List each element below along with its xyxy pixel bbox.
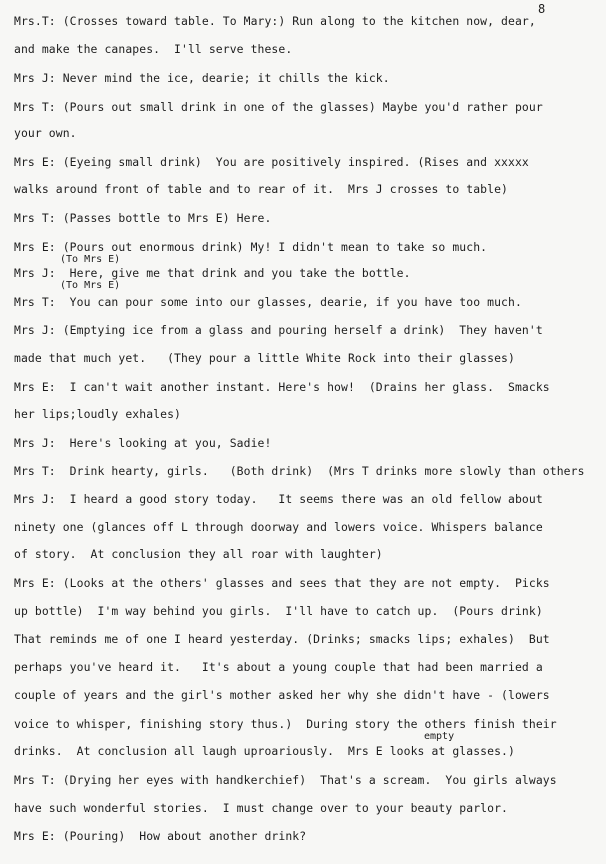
script-line: and make the canapes. I'll serve these. xyxy=(14,42,293,56)
script-line: Mrs J: Never mind the ice, dearie; it chills the kick. xyxy=(14,71,390,85)
script-line: Mrs J: (Emptying ice from a glass and pouring herself a drink) They haven't xyxy=(14,323,543,337)
script-line: up bottle) I'm way behind you girls. I'll have to catch up. (Pours drink) xyxy=(14,604,543,618)
script-line: her lips;loudly exhales) xyxy=(14,407,181,421)
script-line: Mrs T: (Pours out small drink in one of the glasses) Maybe you'd rather pour xyxy=(14,100,543,114)
script-line: perhaps you've heard it. It's about a young couple that had been married a xyxy=(14,660,543,674)
script-line: couple of years and the girl's mother asked her why she didn't have - (lowers xyxy=(14,688,550,702)
script-line: ninety one (glances off L through doorway and lowers voice. Whispers balance xyxy=(14,520,543,534)
script-line: Mrs J: Here's looking at you, Sadie! xyxy=(14,436,272,450)
script-line: made that much yet. (They pour a little White Rock into their glasses) xyxy=(14,351,515,365)
script-line: Mrs T: (Passes bottle to Mrs E) Here. xyxy=(14,211,272,225)
page-number: 8 xyxy=(538,2,546,16)
script-line: walks around front of table and to rear of it. Mrs J crosses to table) xyxy=(14,182,508,196)
script-line: Mrs E: (Looks at the others' glasses and sees that they are not empty. Picks xyxy=(14,576,550,590)
script-line: Mrs T: Drink hearty, girls. (Both drink) (Mrs T drinks more slowly than others xyxy=(14,464,585,478)
script-line: Mrs T: You can pour some into our glasses, dearie, if you have too much. xyxy=(14,295,522,309)
handwritten-insert: empty xyxy=(424,731,455,742)
script-line: have such wonderful stories. I must change over to your beauty parlor. xyxy=(14,801,508,815)
script-line: your own. xyxy=(14,126,77,140)
script-line: Mrs E: (Eyeing small drink) You are positively inspired. (Rises and xxxxx xyxy=(14,155,529,169)
handwritten-insert: (To Mrs E) xyxy=(60,280,121,291)
script-line: Mrs E: I can't wait another instant. Here's how! (Drains her glass. Smacks xyxy=(14,380,550,394)
script-line: Mrs.T: (Crosses toward table. To Mary:) Run along to the kitchen now, dear, xyxy=(14,14,536,28)
handwritten-insert: (To Mrs E) xyxy=(60,254,121,265)
script-line: drinks. At conclusion all laugh uproariously. Mrs E looks at glasses.) xyxy=(14,744,515,758)
script-line: Mrs T: (Drying her eyes with handkerchief) That's a scream. You girls always xyxy=(14,773,557,787)
script-line: Mrs J: I heard a good story today. It seems there was an old fellow about xyxy=(14,492,543,506)
script-line: Mrs E: (Pours out enormous drink) My! I didn't mean to take so much. xyxy=(14,240,488,254)
script-line: That reminds me of one I heard yesterday. (Drinks; smacks lips; exhales) But xyxy=(14,632,550,646)
script-line: voice to whisper, finishing story thus.) During story the others finish their xyxy=(14,717,557,731)
script-line: of story. At conclusion they all roar with laughter) xyxy=(14,547,383,561)
script-line: Mrs E: (Pouring) How about another drink? xyxy=(14,829,307,843)
script-line: Mrs J: Here, give me that drink and you take the bottle. xyxy=(14,266,411,280)
